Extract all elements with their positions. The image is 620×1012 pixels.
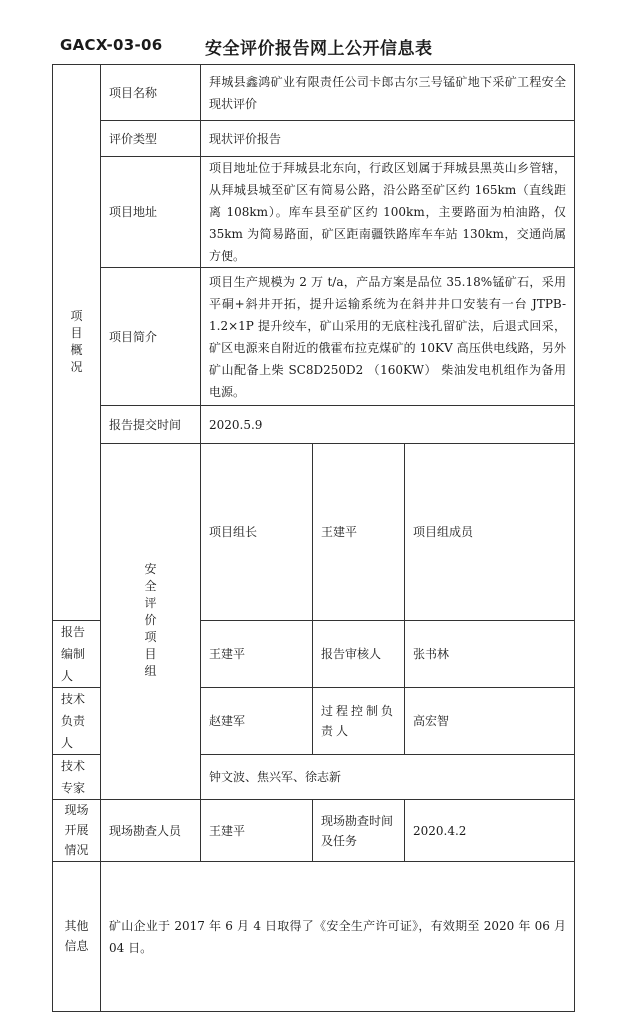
row-leader bbox=[53, 444, 575, 621]
submit-date-label: 报告提交时间 bbox=[101, 406, 201, 444]
section-other-label: 其他信息 bbox=[53, 862, 101, 1012]
project-name-value: 拜城县鑫鸿矿业有限责任公司卡郎古尔三号锰矿地下采矿工程安全现状评价 bbox=[201, 65, 575, 121]
row-eval-type bbox=[53, 121, 575, 157]
submit-date-value: 2020.5.9 bbox=[201, 406, 575, 444]
leader-label: 项目组长 bbox=[201, 444, 313, 621]
experts-value: 钟文波、焦兴军、徐志新 bbox=[201, 755, 575, 800]
row-project-name bbox=[53, 65, 575, 121]
row-address bbox=[53, 157, 575, 268]
eval-type-value: 现状评价报告 bbox=[201, 121, 575, 157]
editor-value: 王建平 bbox=[201, 621, 313, 688]
experts-label: 技术专家 bbox=[53, 755, 101, 800]
section-site-label: 现场开展情况 bbox=[53, 800, 101, 862]
reviewer-value: 张书林 bbox=[405, 621, 575, 688]
editor-label: 报告编制人 bbox=[53, 621, 101, 688]
surveyor-label: 现场勘查人员 bbox=[101, 800, 201, 862]
address-value: 项目地址位于拜城县北东向，行政区划属于拜城县黑英山乡管辖，从拜城县城至矿区有简易公路，沿公路至矿区约 165km（直线距离 108km）。库车县至矿区约 100km，主要路面为柏油路，仅 35km 为简易路面，矿区距南疆铁路库车车站 130km，交通尚属方便。 bbox=[201, 157, 575, 268]
members-label: 项目组成员 bbox=[405, 444, 575, 621]
surveyor-value: 王建平 bbox=[201, 800, 313, 862]
section-team-label: 安全评价项目组 bbox=[101, 444, 201, 800]
document-code: GACX-03-06 bbox=[60, 36, 163, 54]
tech-lead-label: 技术负责人 bbox=[53, 688, 101, 755]
document-title: 安全评价报告网上公开信息表 bbox=[205, 39, 433, 59]
reviewer-label: 报告审核人 bbox=[313, 621, 405, 688]
tech-lead-value: 赵建军 bbox=[201, 688, 313, 755]
process-lead-value: 高宏智 bbox=[405, 688, 575, 755]
eval-type-label: 评价类型 bbox=[101, 121, 201, 157]
row-other bbox=[53, 862, 575, 1012]
info-table bbox=[52, 64, 575, 1012]
process-lead-label: 过程控制负责人 bbox=[313, 688, 405, 755]
intro-label: 项目简介 bbox=[101, 268, 201, 406]
intro-value: 项目生产规模为 2 万 t/a，产品方案是品位 35.18%锰矿石，采用平硐+斜井开拓，提升运输系统为在斜井井口安装有一台 JTPB-1.2×1P 提升绞车，矿山采用的无底柱浅孔留矿法，后退式回采，矿区电源来自附近的俄霍布拉克煤矿的 10KV 高压供电线路，另外矿山配备上柴 SC8D250D2 （160KW） 柴油发电机组作为备用电源。 bbox=[201, 268, 575, 406]
other-info-value: 矿山企业于 2017 年 6 月 4 日取得了《安全生产许可证》，有效期至 2020 年 06 月 04 日。 bbox=[101, 862, 575, 1012]
leader-value: 王建平 bbox=[313, 444, 405, 621]
row-submit-date bbox=[53, 406, 575, 444]
row-intro bbox=[53, 268, 575, 406]
survey-time-label: 现场勘查时间及任务 bbox=[313, 800, 405, 862]
section-overview-label: 项目概况 bbox=[53, 65, 101, 621]
row-site bbox=[53, 800, 575, 862]
project-name-label: 项目名称 bbox=[101, 65, 201, 121]
address-label: 项目地址 bbox=[101, 157, 201, 268]
survey-time-value: 2020.4.2 bbox=[405, 800, 575, 862]
